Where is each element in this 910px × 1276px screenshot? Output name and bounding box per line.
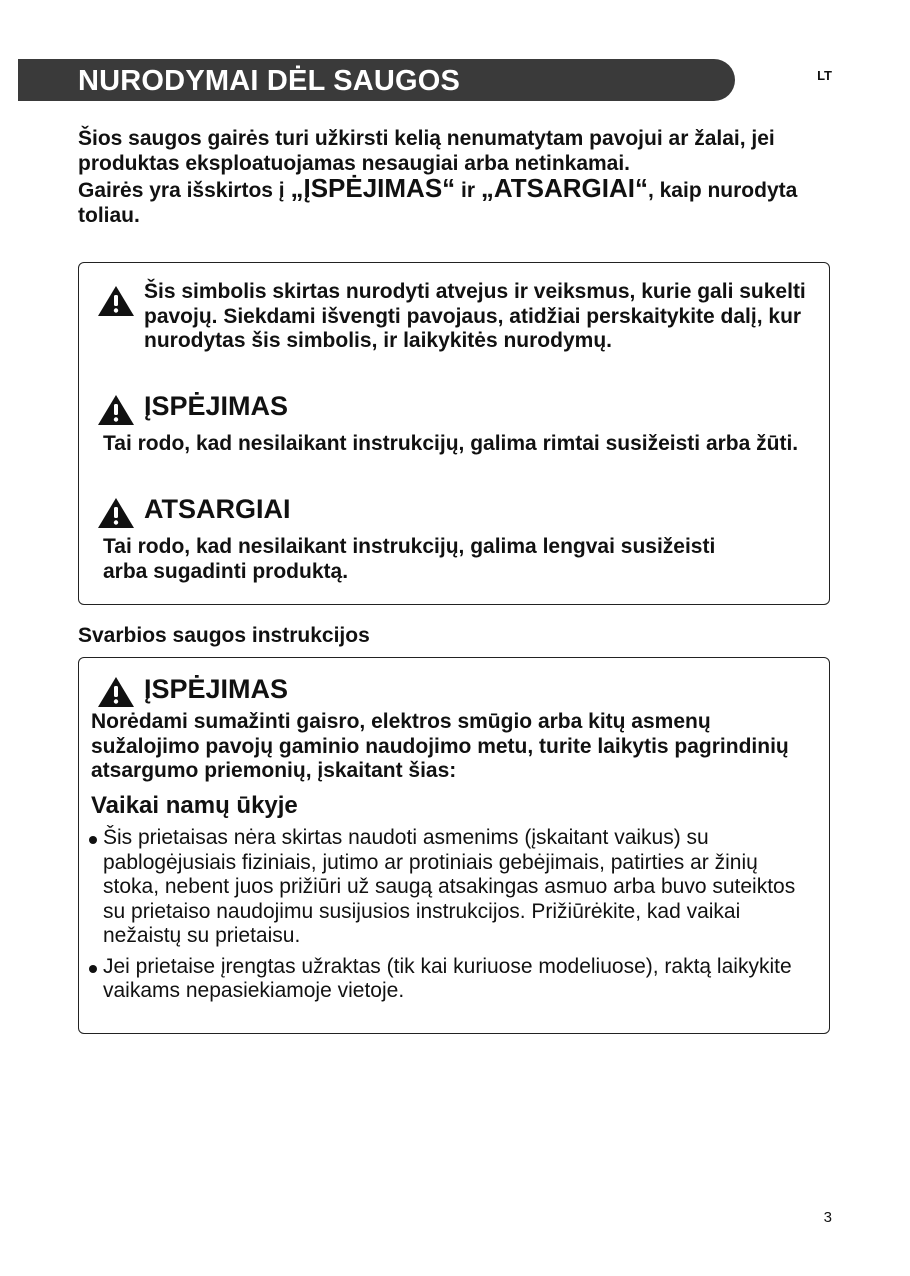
warning-triangle-icon (97, 394, 135, 426)
subheading: Vaikai namų ūkyje (91, 792, 298, 819)
symbols-box (78, 262, 830, 605)
term-warning: „ĮSPĖJIMAS“ (290, 173, 456, 203)
intro-text (78, 127, 838, 228)
intro-text-part: ir (455, 179, 481, 202)
warning-heading: ĮSPĖJIMAS (144, 674, 289, 704)
caution-description: Tai rodo, kad nesilaikant instrukcijų, galima lengvai susižeisti arba sugadinti produktą. (103, 535, 716, 583)
warning-triangle-icon (97, 676, 135, 708)
list-item: Šis prietaisas nėra skirtas naudoti asmenims (įskaitant vaikus) su pablogėjusiais fiziniais, jutimo ar protiniais gebėjimais, patirties ar žinių stoka, nebent juos prižiūri už saugą atsakingas asmuo arba buvo suteiktos su prietaiso naudojimu susijusios instrukcijos. Prižiūrėkite, kad vaikai nežaistų su prietaisu. (89, 826, 809, 949)
intro-paragraph-1: Šios saugos gairės turi užkirsti kelią nenumatytam pavojui ar žalai, jei produktas eksploatuojamas nesaugiai arba netinkamai. (78, 127, 775, 175)
warning-description: Tai rodo, kad nesilaikant instrukcijų, galima rimtai susižeisti arba žūti. (103, 432, 799, 455)
language-label: LT (817, 68, 832, 83)
bullet-list (89, 826, 809, 1010)
symbol-description: Šis simbolis skirtas nurodyti atvejus ir veiksmus, kurie gali sukelti pavojų. Siekdami išvengti pavojaus, atidžiai perskaitykite dalį, kur nurodytas šis simbolis, ir laikykitės nurodymų. (144, 280, 806, 352)
intro-paragraph-2 (78, 173, 838, 228)
instructions-box (78, 657, 830, 1034)
page-title: NURODYMAI DĖL SAUGOS (78, 65, 461, 97)
warning-description: Norėdami sumažinti gaisro, elektros smūgio arba kitų asmenų sužalojimo pavojų gaminio naudojimo metu, turite laikytis pagrindinių atsargumo priemonių, įskaitant šias: (91, 710, 789, 782)
intro-text-part: , kaip nurodyta toliau. (78, 179, 798, 227)
term-caution: „ATSARGIAI“ (480, 173, 648, 203)
warning-heading: ĮSPĖJIMAS (144, 391, 289, 421)
list-item: Jei prietaise įrengtas užraktas (tik kai kuriuose modeliuose), raktą laikykite vaikams nepasiekiamoje vietoje. (89, 955, 809, 1004)
page-number: 3 (823, 1209, 832, 1226)
caution-heading: ATSARGIAI (144, 494, 291, 524)
warning-triangle-icon (97, 497, 135, 529)
section-title: Svarbios saugos instrukcijos (78, 624, 370, 647)
intro-text-part: Gairės yra išskirtos į (78, 179, 291, 202)
warning-triangle-icon (97, 285, 135, 317)
